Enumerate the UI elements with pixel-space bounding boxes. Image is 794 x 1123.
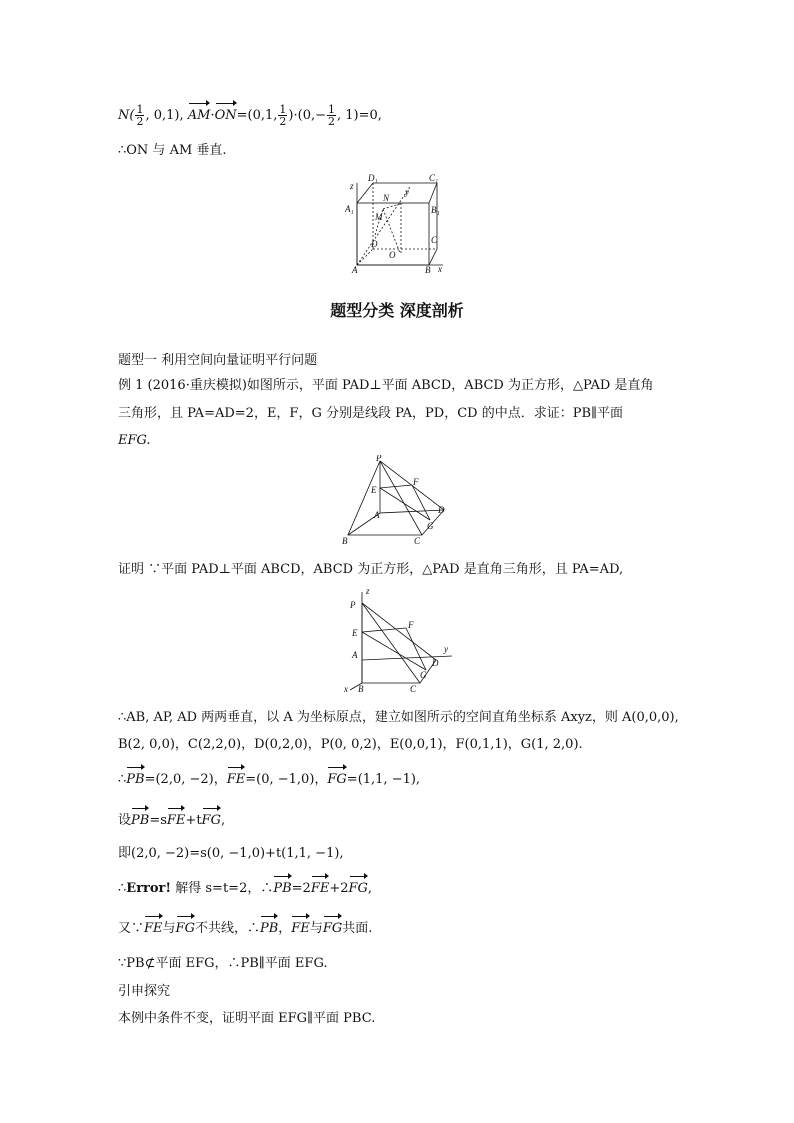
- fraction-half: $\frac{1}{2}$: [328, 103, 336, 128]
- label-z: z: [350, 181, 354, 191]
- label-d: D: [371, 239, 378, 249]
- vector-fg: FG: [176, 919, 195, 939]
- label-d1: D₁: [368, 173, 378, 183]
- label-p: P: [350, 600, 356, 610]
- vector-fe: FE: [291, 919, 310, 939]
- proof-line-5: 即(2,0, −2)=s(0, −1,0)+t(1,1, −1),: [118, 846, 344, 861]
- label-e: E: [352, 628, 358, 638]
- label-e: E: [371, 485, 377, 495]
- vector-on: ON: [215, 106, 237, 126]
- label-c1: C₁: [429, 173, 439, 183]
- extension-title: 引申探究: [118, 984, 171, 999]
- vector-fg: FG: [323, 919, 342, 939]
- proof-line-7: 又∵FE与FG不共线，∴PB，FE与FG共面.: [118, 919, 372, 939]
- label-c: C: [410, 684, 417, 693]
- fraction-half: $\frac{1}{2}$: [136, 103, 144, 128]
- label-f: F: [413, 477, 419, 487]
- label-a: A: [352, 650, 358, 660]
- vector-fg: FG: [327, 770, 346, 790]
- pyramid-figure: [340, 455, 450, 545]
- label-c: C: [414, 536, 421, 545]
- proof-line-2: B(2, 0,0)，C(2,2,0)，D(0,2,0)，P(0, 0,2)，E(0,0,1)，F(0,1,1)，G(1, 2,0).: [118, 737, 583, 752]
- vector-pb: PB: [260, 919, 278, 939]
- label-a1: A₁: [345, 204, 354, 214]
- error-field: Error!: [126, 881, 172, 896]
- topic-title: 题型一 利用空间向量证明平行问题: [118, 353, 318, 368]
- example-line-1: 例 1 (2016·重庆模拟)如图所示，平面 PAD⊥平面 ABCD，ABCD 为正方形，△PAD 是直角: [118, 378, 654, 393]
- vector-fe: FE: [311, 879, 330, 899]
- n-point-prefix: N(: [118, 108, 135, 123]
- vector-fg: FG: [202, 811, 221, 831]
- vector-pb: PB: [126, 770, 144, 790]
- vector-fe: FE: [167, 811, 186, 831]
- section-heading: 题型分类 深度剖析: [330, 301, 464, 320]
- proof-line-4: 设PB=sFE+tFG,: [118, 811, 225, 831]
- vector-fg: FG: [349, 879, 368, 899]
- label-a: A: [374, 510, 380, 520]
- example-line-3: EFG.: [118, 433, 151, 448]
- vector-am: AM: [188, 106, 211, 126]
- cube-figure: [345, 173, 445, 273]
- label-n: N: [383, 193, 390, 203]
- label-z: z: [366, 588, 370, 596]
- vector-dot-product-line: N( $\frac{1}{2}$ , 0,1), AM·ON=(0,1, $\frac{1}{2}$ )·(0,− $\frac{1}{2}$ , 1)=0,: [118, 103, 382, 128]
- vector-pb: PB: [273, 879, 291, 899]
- label-a: A: [352, 265, 358, 273]
- label-b: B: [342, 536, 348, 545]
- coordinate-figure: [340, 588, 460, 693]
- proof-line-8: ∵PB⊄平面 EFG，∴PB∥平面 EFG.: [118, 956, 328, 971]
- proof-line-6: ∴Error! 解得 s=t=2，∴PB=2FE+2FG,: [118, 879, 372, 899]
- vector-fe: FE: [227, 770, 246, 790]
- vector-fe: FE: [144, 919, 163, 939]
- label-o: O: [389, 250, 396, 260]
- label-m: M: [375, 212, 383, 222]
- label-b: B: [425, 265, 431, 273]
- proof-start: 证明 ∵平面 PAD⊥平面 ABCD，ABCD 为正方形，△PAD 是直角三角形，且 PA=AD,: [118, 562, 624, 577]
- vector-pb: PB: [131, 811, 149, 831]
- label-y: y: [405, 187, 409, 197]
- label-x: x: [438, 264, 442, 273]
- label-g: G: [427, 521, 434, 531]
- label-d: D: [432, 658, 439, 668]
- label-g: G: [420, 670, 427, 680]
- label-f: F: [408, 620, 414, 630]
- label-x: x: [344, 684, 348, 693]
- proof-line-1: ∴AB, AP, AD 两两垂直，以 A 为坐标原点，建立如图所示的空间直角坐标系 Axyz，则 A(0,0,0),: [118, 710, 679, 725]
- example-line-2: 三角形，且 PA=AD=2，E，F，G 分别是线段 PA，PD，CD 的中点．求证：PB∥平面: [118, 406, 624, 421]
- label-y: y: [444, 644, 448, 654]
- label-b: B: [358, 684, 364, 693]
- label-c: C: [431, 235, 438, 245]
- label-p: P: [376, 455, 382, 463]
- proof-line-3: ∴PB=(2,0, −2)，FE=(0, −1,0)，FG=(1,1, −1),: [118, 770, 420, 790]
- label-b1: B₁: [431, 205, 440, 215]
- extension-text: 本例中条件不变，证明平面 EFG∥平面 PBC.: [118, 1011, 376, 1026]
- label-d: D: [438, 505, 445, 515]
- perpendicular-conclusion: ∴ON 与 AM 垂直.: [118, 143, 227, 158]
- fraction-half: $\frac{1}{2}$: [279, 103, 287, 128]
